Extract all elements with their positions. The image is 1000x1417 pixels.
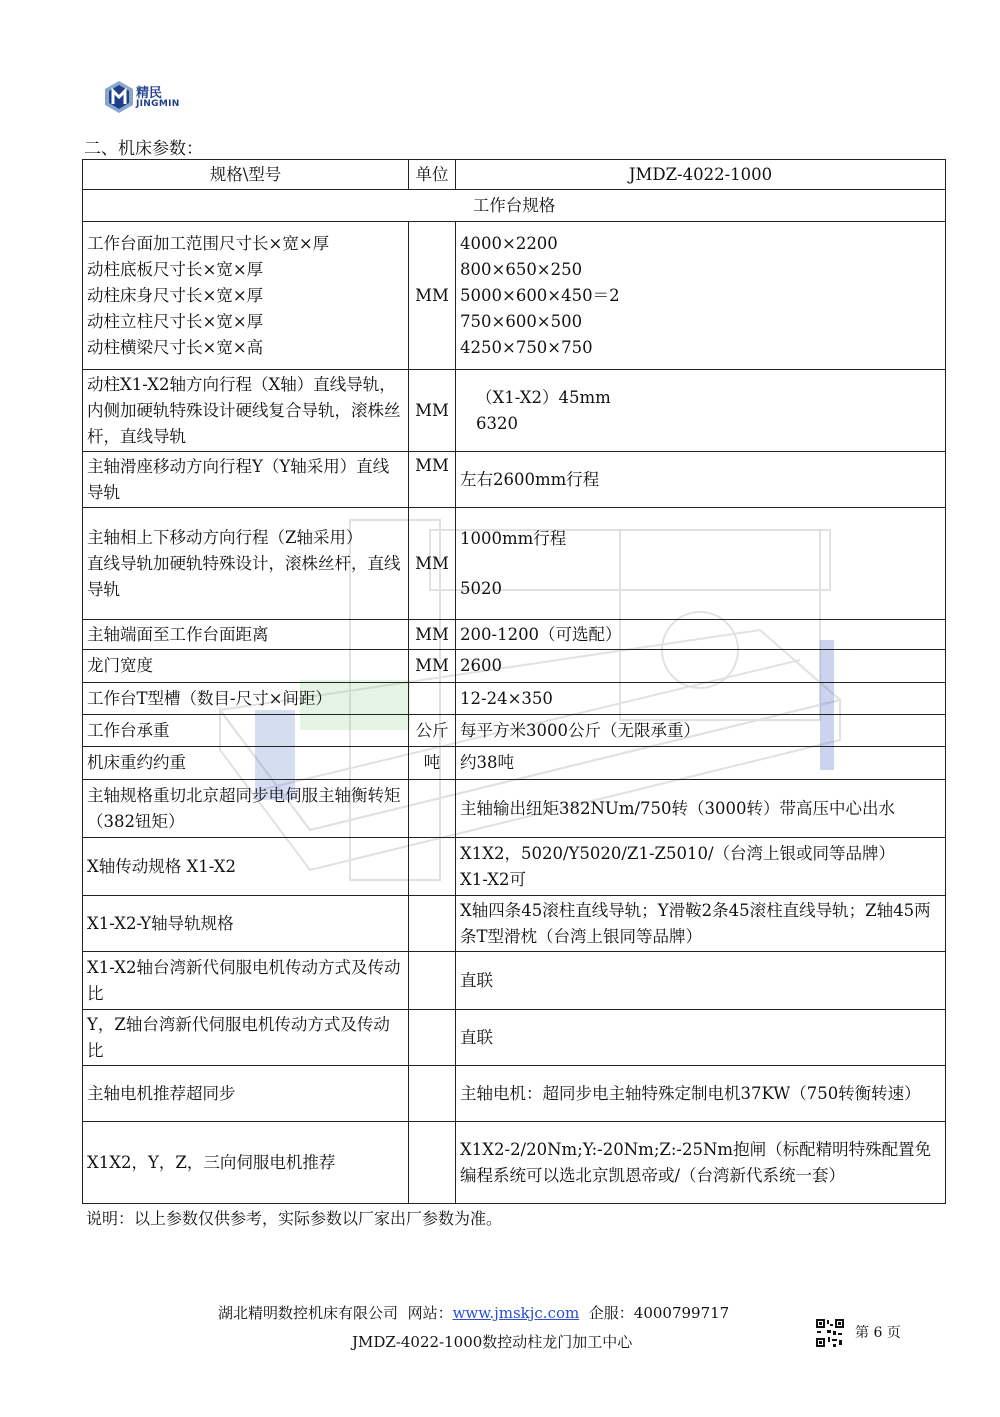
footer-service: 企服：4000799717: [588, 1304, 730, 1322]
table-row: [83, 715, 946, 747]
table-row: [83, 780, 946, 838]
param-cell: 主轴端面至工作台面距离: [83, 620, 409, 650]
group-title-row: [83, 190, 946, 222]
value-cell: 主轴输出纽矩382NUm/750转（3000转）带高压中心出水: [456, 780, 946, 838]
value-cell: 约38吨: [456, 747, 946, 780]
param-cell: 机床重约约重: [83, 747, 409, 780]
footer-doc-title: JMDZ-4022-1000数控动柱龙门加工中心: [352, 1333, 633, 1351]
page-number: 第 6 页: [855, 1325, 901, 1341]
table-row: [83, 1010, 946, 1066]
unit-cell: MM: [409, 370, 456, 452]
value-cell: 2600: [456, 650, 946, 683]
unit-cell: MM: [409, 650, 456, 683]
value-line: 4250×750×750: [460, 337, 593, 357]
value-cell: X轴四条45滚柱直线导轨；Y滑鞍2条45滚柱直线导轨；Z轴45两条T型滑枕（台湾上银同等品牌）: [456, 896, 946, 952]
unit-cell: 吨: [409, 747, 456, 780]
param-cell: 龙门宽度: [83, 650, 409, 683]
unit-cell: 公斤: [409, 715, 456, 747]
company-logo: [104, 80, 194, 120]
unit-cell: MM: [409, 508, 456, 620]
value-line: 750×600×500: [460, 311, 583, 331]
unit-cell: [409, 1066, 456, 1122]
unit-cell: [409, 683, 456, 715]
table-row: [83, 838, 946, 896]
param-cell: 工作台承重: [83, 715, 409, 747]
machine-spec-table: [82, 159, 946, 1204]
value-line: 6320: [476, 413, 518, 433]
param-line: 主轴相上下移动方向行程（Z轴采用）: [87, 527, 363, 547]
table-row: [83, 1066, 946, 1122]
value-line: 4000×2200: [460, 233, 558, 253]
param-line: 动柱床身尺寸长×宽×厚: [87, 285, 264, 305]
table-row: [83, 222, 946, 370]
unit-cell: MM: [409, 452, 456, 508]
value-cell: 200-1200（可选配）: [456, 620, 946, 650]
param-cell: [83, 508, 409, 620]
value-line: 5020: [460, 578, 502, 598]
param-cell: 主轴规格重切北京超同步电伺服主轴衡转矩（382钮矩）: [83, 780, 409, 838]
section-title: 二、机床参数：: [84, 139, 203, 159]
value-line: 800×650×250: [460, 259, 583, 279]
unit-cell: [409, 838, 456, 896]
logo-text-cn: 精民: [136, 86, 163, 101]
logo-text-en: JINGMIN: [136, 99, 180, 109]
group-title: 工作台规格: [83, 190, 946, 222]
param-line: 工作台面加工范围尺寸长×宽×厚: [87, 233, 330, 253]
value-line: 1000mm行程: [460, 528, 567, 548]
unit-cell: MM: [409, 620, 456, 650]
jingmin-logo-icon: [104, 80, 134, 114]
value-cell: 每平方米3000公斤（无限承重）: [456, 715, 946, 747]
param-cell: X1-X2轴台湾新代伺服电机传动方式及传动比: [83, 952, 409, 1010]
param-line: 动柱立柱尺寸长×宽×厚: [87, 311, 264, 331]
footer-company-line: [218, 1302, 729, 1323]
param-cell: X1-X2-Y轴导轨规格: [83, 896, 409, 952]
param-cell: Y，Z轴台湾新代伺服电机传动方式及传动比: [83, 1010, 409, 1066]
value-line: 5000×600×450＝2: [460, 285, 620, 305]
value-line: X1-X2可: [460, 869, 526, 889]
param-line: 动柱横梁尺寸长×宽×高: [87, 337, 264, 357]
table-row: [83, 620, 946, 650]
param-cell: X轴传动规格 X1-X2: [83, 838, 409, 896]
header-model: JMDZ-4022-1000: [456, 160, 946, 190]
value-cell: X1X2-2/20Nm;Y:-20Nm;Z:-25Nm抱闸（标配精明特殊配置免编程系统可以选北京凯恩帝或/（台湾新代系统一套）: [456, 1122, 946, 1204]
value-cell: 主轴电机：超同步电主轴特殊定制电机37KW（750转衡转速）: [456, 1066, 946, 1122]
param-cell: [83, 222, 409, 370]
unit-cell: [409, 952, 456, 1010]
header-unit: 单位: [409, 160, 456, 190]
footer-site-label: 网站：: [407, 1304, 453, 1322]
param-cell: X1X2，Y，Z，三向伺服电机推荐: [83, 1122, 409, 1204]
value-cell: [456, 370, 946, 452]
table-row: [83, 1122, 946, 1204]
unit-cell: MM: [409, 222, 456, 370]
value-line: X1X2，5020/Y5020/Z1-Z5010/（台湾上银或同等品牌）: [460, 843, 896, 863]
value-cell: [456, 222, 946, 370]
param-line: 动柱底板尺寸长×宽×厚: [87, 259, 264, 279]
table-row: [83, 452, 946, 508]
table-row: [83, 683, 946, 715]
disclaimer-note: 说明：以上参数仅供参考，实际参数以厂家出厂参数为准。: [86, 1209, 503, 1228]
footer-company: 湖北精明数控机床有限公司: [218, 1304, 399, 1322]
param-cell: 主轴滑座移动方向行程Y（Y轴采用）直线导轨: [83, 452, 409, 508]
table-row: [83, 952, 946, 1010]
unit-cell: [409, 1010, 456, 1066]
param-cell: 主轴电机推荐超同步: [83, 1066, 409, 1122]
param-cell: 工作台T型槽（数目-尺寸×间距）: [83, 683, 409, 715]
value-cell: [456, 838, 946, 896]
param-line: 直线导轨加硬轨特殊设计，滚株丝杆，直线导轨: [87, 553, 401, 599]
unit-cell: [409, 780, 456, 838]
table-header-row: [83, 160, 946, 190]
table-row: [83, 370, 946, 452]
value-cell: 12-24×350: [456, 683, 946, 715]
table-row: [83, 650, 946, 683]
table-row: [83, 896, 946, 952]
value-cell: 左右2600mm行程: [456, 452, 946, 508]
qr-code-icon: [815, 1318, 845, 1348]
header-param: 规格\型号: [83, 160, 409, 190]
param-cell: 动柱X1-X2轴方向行程（X轴）直线导轨，内侧加硬轨特殊设计硬线复合导轨，滚株丝杆，直线导轨: [83, 370, 409, 452]
value-cell: [456, 508, 946, 620]
value-line: （X1-X2）45mm: [476, 387, 611, 407]
table-row: [83, 508, 946, 620]
value-cell: 直联: [456, 1010, 946, 1066]
unit-cell: [409, 896, 456, 952]
website-link[interactable]: www.jmskjc.com: [452, 1304, 580, 1322]
value-cell: 直联: [456, 952, 946, 1010]
unit-cell: [409, 1122, 456, 1204]
table-row: [83, 747, 946, 780]
